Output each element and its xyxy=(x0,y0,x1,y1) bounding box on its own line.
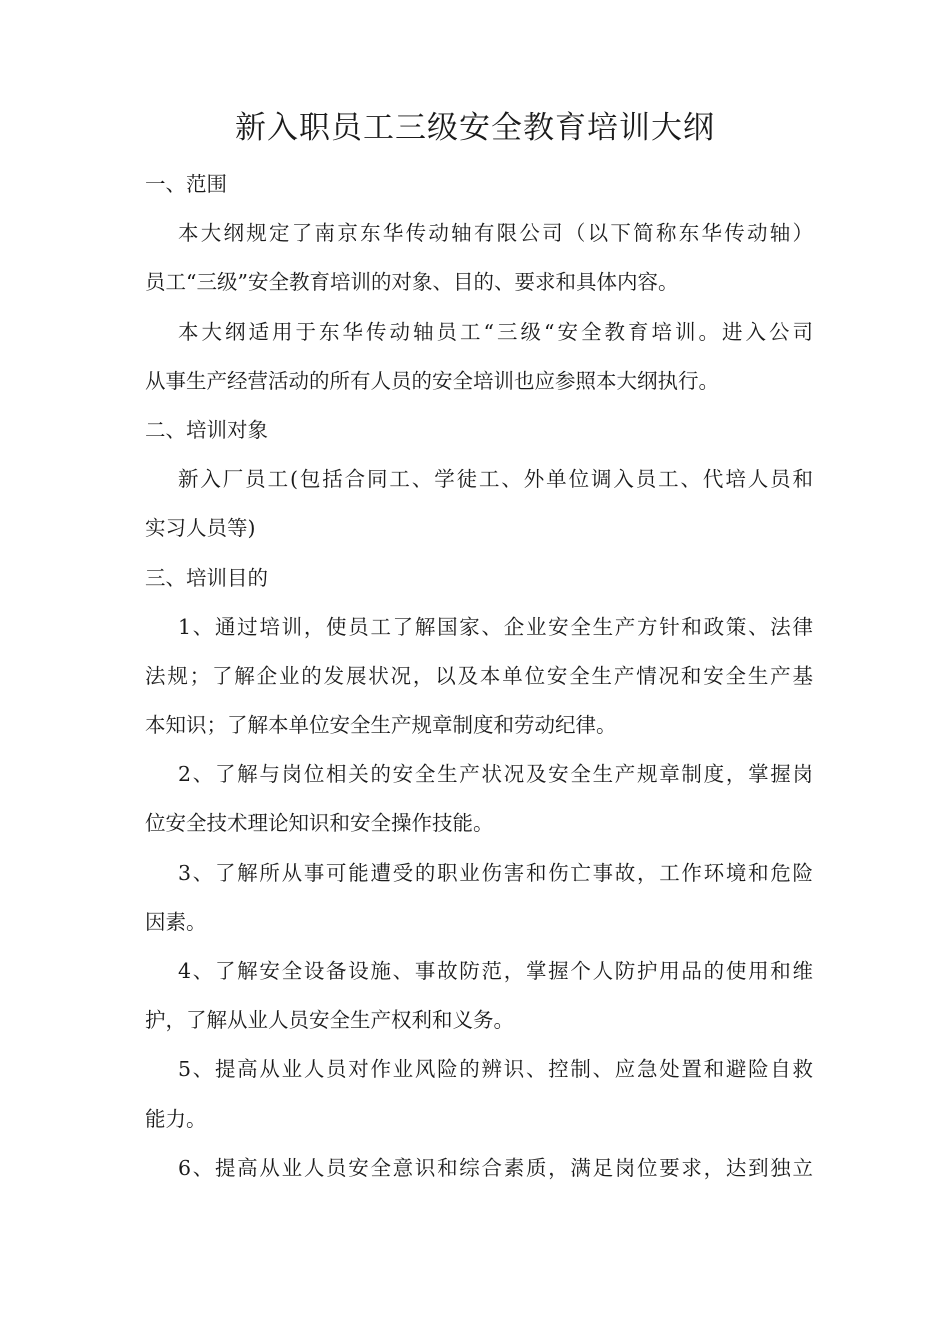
list-item-line: 能力。 xyxy=(145,1106,207,1131)
document-title: 新入职员工三级安全教育培训大纲 xyxy=(235,110,715,146)
section-heading-purpose: 三、培训目的 xyxy=(145,565,268,590)
list-item-line: 法规；了解企业的发展状况，以及本单位安全生产情况和安全生产基 xyxy=(145,663,813,688)
list-item-line: 4、了解安全设备设施、事故防范，掌握个人防护用品的使用和维 xyxy=(178,959,813,983)
section-heading-targets: 二、培训对象 xyxy=(145,417,268,442)
list-item-line: 1、通过培训，使员工了解国家、企业安全生产方针和政策、法律 xyxy=(178,614,813,639)
section-heading-scope: 一、范围 xyxy=(145,172,227,196)
paragraph-line: 员工“三级”安全教育培训的对象、目的、要求和具体内容。 xyxy=(145,270,679,295)
list-item-line: 3、了解所从事可能遭受的职业伤害和伤亡事故，工作环境和危险 xyxy=(178,860,813,885)
paragraph-line: 本大纲适用于东华传动轴员工“三级“安全教育培训。进入公司 xyxy=(178,319,813,344)
document-body xyxy=(145,160,813,1193)
list-item-line: 因素。 xyxy=(145,909,207,934)
list-item-line: 本知识；了解本单位安全生产规章制度和劳动纪律。 xyxy=(145,713,617,738)
list-item-line: 2、了解与岗位相关的安全生产状况及安全生产规章制度，掌握岗 xyxy=(178,762,813,787)
paragraph-line: 新入厂员工(包括合同工、学徒工、外单位调入员工、代培人员和 xyxy=(178,467,813,492)
list-item-line: 位安全技术理论知识和安全操作技能。 xyxy=(145,811,494,836)
list-item-line: 6、提高从业人员安全意识和综合素质，满足岗位要求，达到独立 xyxy=(178,1155,813,1180)
list-item-line: 护，了解从业人员安全生产权利和义务。 xyxy=(145,1008,514,1033)
paragraph-line: 从事生产经营活动的所有人员的安全培训也应参照本大纲执行。 xyxy=(145,368,719,393)
list-item-line: 5、提高从业人员对作业风险的辨识、控制、应急处置和避险自救 xyxy=(178,1057,813,1082)
paragraph-line: 本大纲规定了南京东华传动轴有限公司（以下简称东华传动轴） xyxy=(178,221,813,246)
paragraph-line: 实习人员等) xyxy=(145,516,256,541)
